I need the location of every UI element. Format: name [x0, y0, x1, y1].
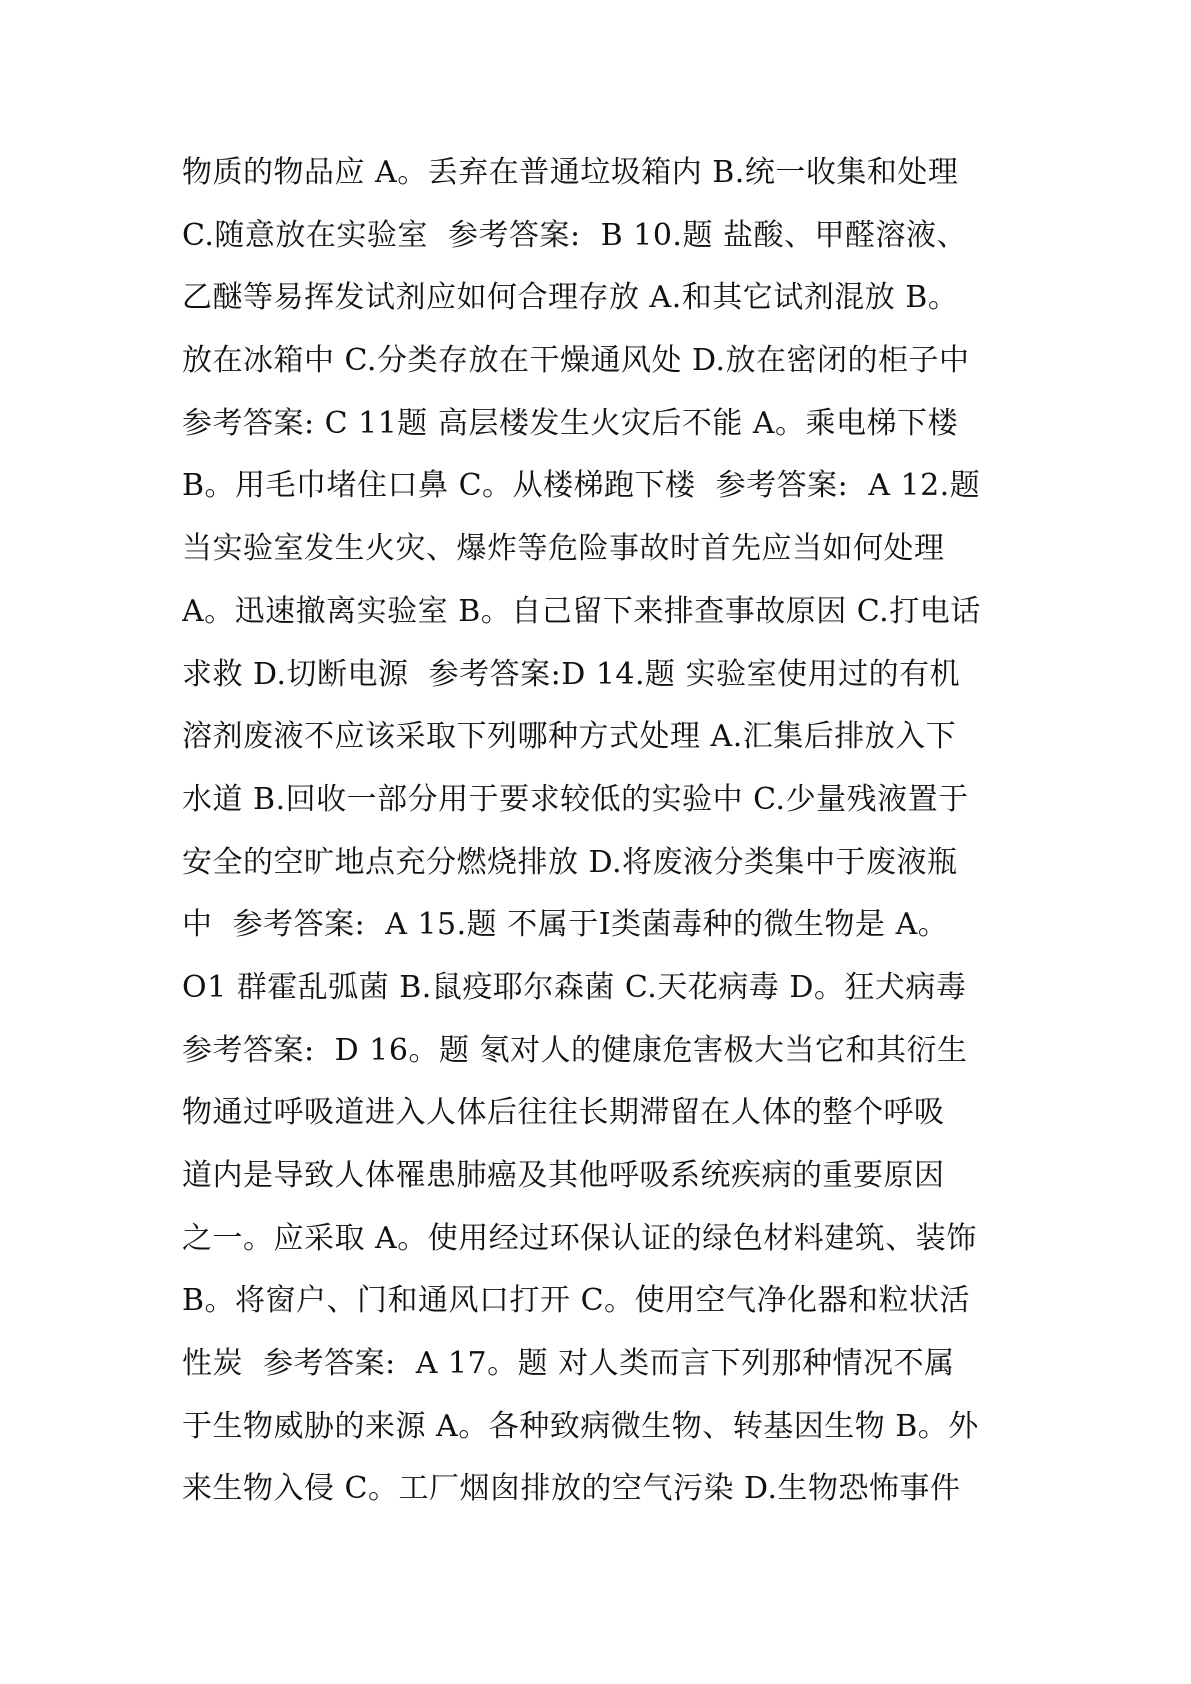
text-line: 水道 B.回收一部分用于要求较低的实验中 C.少量残液置于	[182, 781, 969, 817]
text-line: 道内是导致人体罹患肺癌及其他呼吸系统疾病的重要原因	[182, 1158, 945, 1193]
body-text	[182, 142, 1022, 1521]
text-line: 性炭 参考答案: A 17。题 对人类而言下列那种情况不属	[182, 1346, 955, 1382]
text-line: 于生物威胁的来源 A。各种致病微生物、转基因生物 B。外	[182, 1408, 979, 1444]
text-line: 物质的物品应 A。丢弃在普通垃圾箱内 B.统一收集和处理	[182, 155, 959, 190]
text-line: 溶剂废液不应该采取下列哪种方式处理 A.汇集后排放入下	[182, 719, 957, 755]
text-line: 物通过呼吸道进入人体后往往长期滞留在人体的整个呼吸	[182, 1095, 945, 1131]
text-line: 参考答案: C 11题 高层楼发生火灾后不能 A。乘电梯下楼	[182, 405, 959, 441]
text-line: C.随意放在实验室 参考答案: B 10.题 盐酸、甲醛溶液、	[182, 217, 968, 253]
text-line: 乙醚等易挥发试剂应如何合理存放 A.和其它试剂混放 B。	[182, 280, 959, 316]
text-line: B。用毛巾堵住口鼻 C。从楼梯跑下楼 参考答案: A 12.题	[182, 468, 981, 504]
text-line: 参考答案: D 16。题 氡对人的健康危害极大当它和其衍生	[182, 1032, 968, 1068]
text-line: B。将窗户、门和通风口打开 C。使用空气净化器和粒状活	[182, 1283, 971, 1319]
text-line: 安全的空旷地点充分燃烧排放 D.将废液分类集中于废液瓶	[182, 844, 958, 880]
text-line: 来生物入侵 C。工厂烟囱排放的空气污染 D.生物恐怖事件	[182, 1471, 961, 1507]
text-line: 中 参考答案: A 15.题 不属于Ⅰ类菌毒种的微生物是 A。	[182, 907, 949, 943]
text-line: 当实验室发生火灾、爆炸等危险事故时首先应当如何处理	[182, 531, 945, 567]
text-line: 放在冰箱中 C.分类存放在干燥通风处 D.放在密闭的柜子中	[182, 343, 970, 379]
text-line: O1 群霍乱弧菌 B.鼠疫耶尔森菌 C.天花病毒 D。狂犬病毒	[182, 969, 967, 1005]
text-line: 求救 D.切断电源 参考答案:D 14.题 实验室使用过的有机	[182, 656, 961, 692]
text-line: A。迅速撤离实验室 B。自己留下来排查事故原因 C.打电话	[182, 593, 981, 629]
text-line: 之一。应采取 A。使用经过环保认证的绿色材料建筑、装饰	[182, 1220, 977, 1256]
